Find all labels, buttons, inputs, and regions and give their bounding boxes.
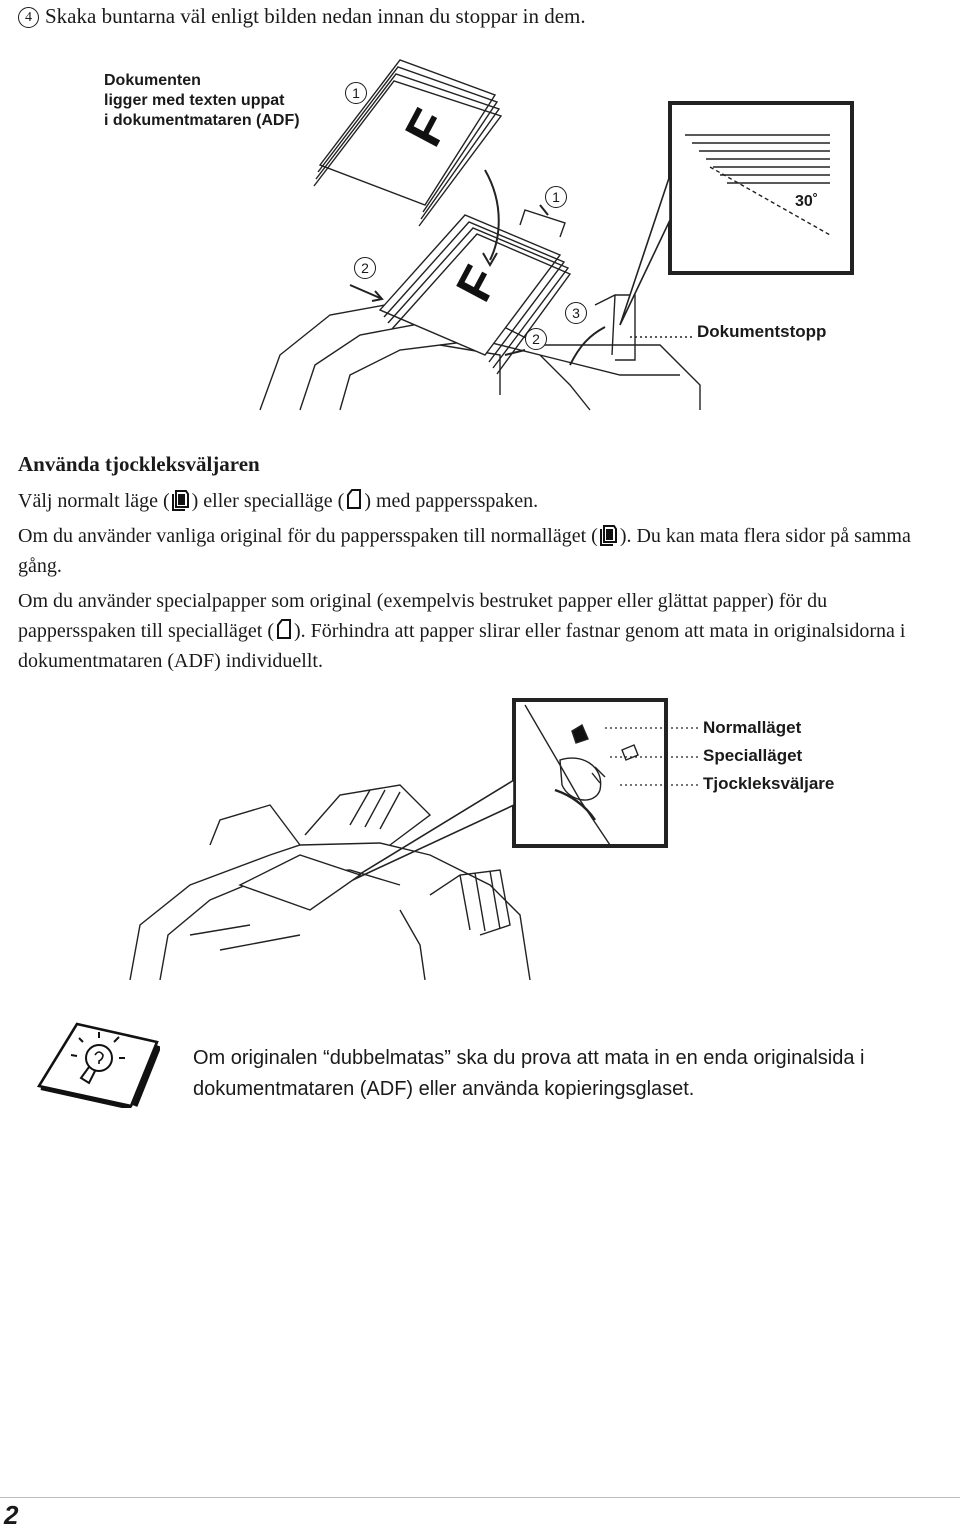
callout-3: 3 [565,302,587,324]
svg-text:F: F [445,256,510,311]
adf-label-line-3: i dokumentmataren (ADF) [104,112,300,129]
angle-label: 30˚ [795,193,819,210]
adf-label-line-2: ligger med texten uppat [104,92,285,109]
para2-text-a: Om du använder vanliga original för du pappersspaken till normalläget ( [18,525,598,547]
page-number: 2 [4,1500,19,1530]
document-stop-label: Dokumentstopp [697,322,827,341]
multi-sheet-icon [170,487,192,511]
callout-2a: 2 [354,257,376,279]
adf-label [104,71,300,131]
paragraph-mode-select [18,486,948,516]
section-heading: Använda tjockleksväljaren [18,452,260,476]
callout-1a: 1 [345,82,367,104]
multi-sheet-icon [598,522,620,546]
para3-text-b: ). Förhindra att papper slirar eller fastnar genom att mata in originalsidorna i dokumentmataren (ADF) individuellt. [18,620,906,672]
step-number: 4 [18,7,39,28]
paragraph-normal-mode [18,521,948,581]
step-instruction [18,4,586,29]
svg-text:F: F [394,100,461,156]
para1-text-b: ) eller specialläge ( [191,490,345,512]
thickness-selector-illustration [100,695,700,980]
single-sheet-icon [344,487,364,511]
paragraph-special-mode [18,586,948,676]
para1-text-c: ) med pappersspaken. [364,490,539,512]
footer-divider [0,1497,960,1498]
adf-label-line-1: Dokumenten [104,72,201,89]
para3-text-a: Om du använder specialpapper som original (exempelvis bestruket papper eller glättat papper) för du pappersspaken till specialläget ( [18,590,828,642]
normal-mode-label: Normalläget [703,718,802,737]
callout-1b: 1 [545,186,567,208]
step-text: Skaka buntarna väl enligt bilden nedan innan du stoppar in dem. [45,4,586,28]
para2-text-b: ). Du kan mata flera sidor på samma gång. [18,525,911,577]
lightbulb-icon [35,1022,160,1108]
thickness-selector-label: Tjockleksväljare [703,774,835,793]
callout-2b: 2 [525,328,547,350]
adf-loading-illustration [240,55,860,415]
tip-text: Om originalen “dubbelmatas” ska du prova att mata in en enda originalsida i dokumentmataren (ADF) eller använda kopieringsglaset. [193,1047,865,1100]
single-sheet-icon [274,617,294,641]
special-mode-label: Specialläget [703,746,803,765]
para1-text-a: Välj normalt läge ( [18,490,170,512]
